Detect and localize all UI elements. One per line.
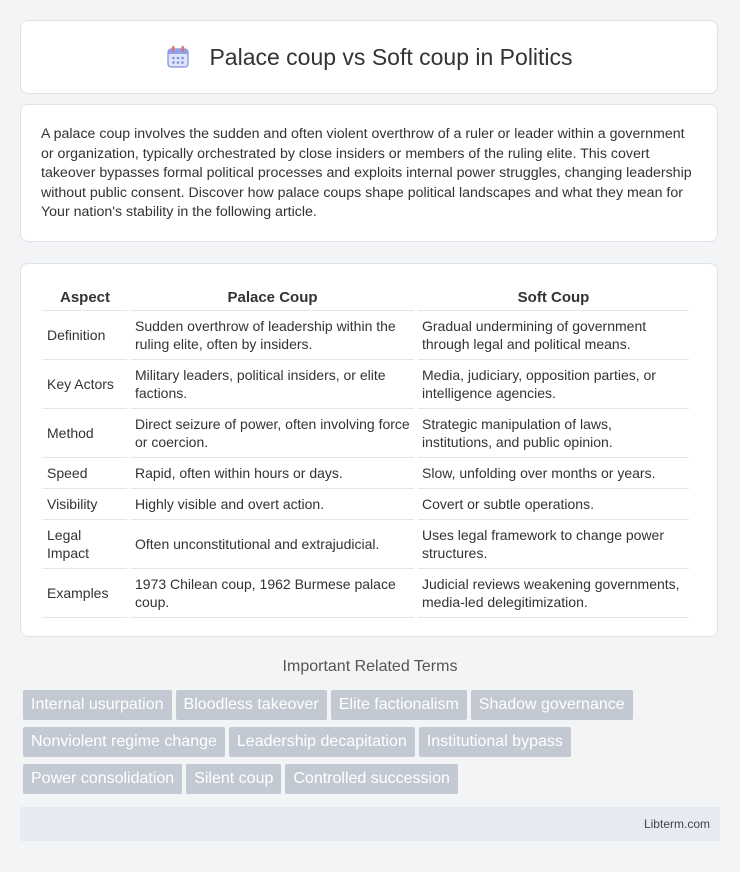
cell-aspect: Visibility [43,489,127,520]
term-chip[interactable]: Silent coup [186,764,281,794]
cell-aspect: Definition [43,311,127,360]
table-row [43,311,689,360]
cell-palace: Often unconstitutional and extrajudicial. [131,520,414,569]
cell-aspect: Method [43,409,127,458]
cell-aspect: Speed [43,458,127,489]
comparison-table [39,284,693,618]
footer [20,807,720,841]
cell-soft: Strategic manipulation of laws, institutions, and public opinion. [418,409,689,458]
term-chip[interactable]: Controlled succession [285,764,458,794]
table-header-row [43,284,689,311]
term-chip[interactable]: Institutional bypass [419,727,571,757]
cell-soft: Slow, unfolding over months or years. [418,458,689,489]
header-palace-coup: Palace Coup [131,284,414,311]
table-row [43,360,689,409]
cell-palace: Direct seizure of power, often involving force or coercion. [131,409,414,458]
header-aspect: Aspect [43,284,127,311]
page-title: Palace coup vs Soft coup in Politics [209,43,573,70]
table-row [43,520,689,569]
table-row [43,458,689,489]
related-terms-title: Important Related Terms [282,658,458,675]
table-row [43,489,689,520]
term-chip[interactable]: Bloodless takeover [176,690,327,720]
cell-palace: Sudden overthrow of leadership within the ruling elite, often by insiders. [131,311,414,360]
cell-soft: Judicial reviews weakening governments, media-led delegitimization. [418,569,689,618]
cell-palace: 1973 Chilean coup, 1962 Burmese palace coup. [131,569,414,618]
term-chip[interactable]: Leadership decapitation [229,727,415,757]
header-card [20,20,718,94]
cell-palace: Rapid, often within hours or days. [131,458,414,489]
table-row [43,409,689,458]
term-chip[interactable]: Nonviolent regime change [23,727,225,757]
cell-soft: Media, judiciary, opposition parties, or intelligence agencies. [418,360,689,409]
cell-palace: Military leaders, political insiders, or elite factions. [131,360,414,409]
cell-soft: Gradual undermining of government through legal and political means. [418,311,689,360]
cell-soft: Covert or subtle operations. [418,489,689,520]
cell-aspect: Examples [43,569,127,618]
cell-soft: Uses legal framework to change power structures. [418,520,689,569]
intro-card [20,104,718,242]
calendar-icon [165,44,191,70]
comparison-table-card [20,263,718,637]
term-chip[interactable]: Elite factionalism [331,690,467,720]
footer-link[interactable]: Libterm.com [643,817,710,831]
cell-palace: Highly visible and overt action. [131,489,414,520]
header-soft-coup: Soft Coup [418,284,689,311]
related-terms-list [23,690,723,801]
intro-text: A palace coup involves the sudden and often violent overthrow of a ruler or leader within a government or organization, typically orchestrated by close insiders or members of the ruling elite. This covert takeover bypasses formal political processes and exploits internal power struggles, changing leadership without public consent. Discover how palace coups shape political landscapes and what they mean for Your nation's stability in the following article. [41,126,692,221]
cell-aspect: Key Actors [43,360,127,409]
term-chip[interactable]: Shadow governance [471,690,633,720]
term-chip[interactable]: Internal usurpation [23,690,172,720]
table-row [43,569,689,618]
cell-aspect: Legal Impact [43,520,127,569]
term-chip[interactable]: Power consolidation [23,764,182,794]
